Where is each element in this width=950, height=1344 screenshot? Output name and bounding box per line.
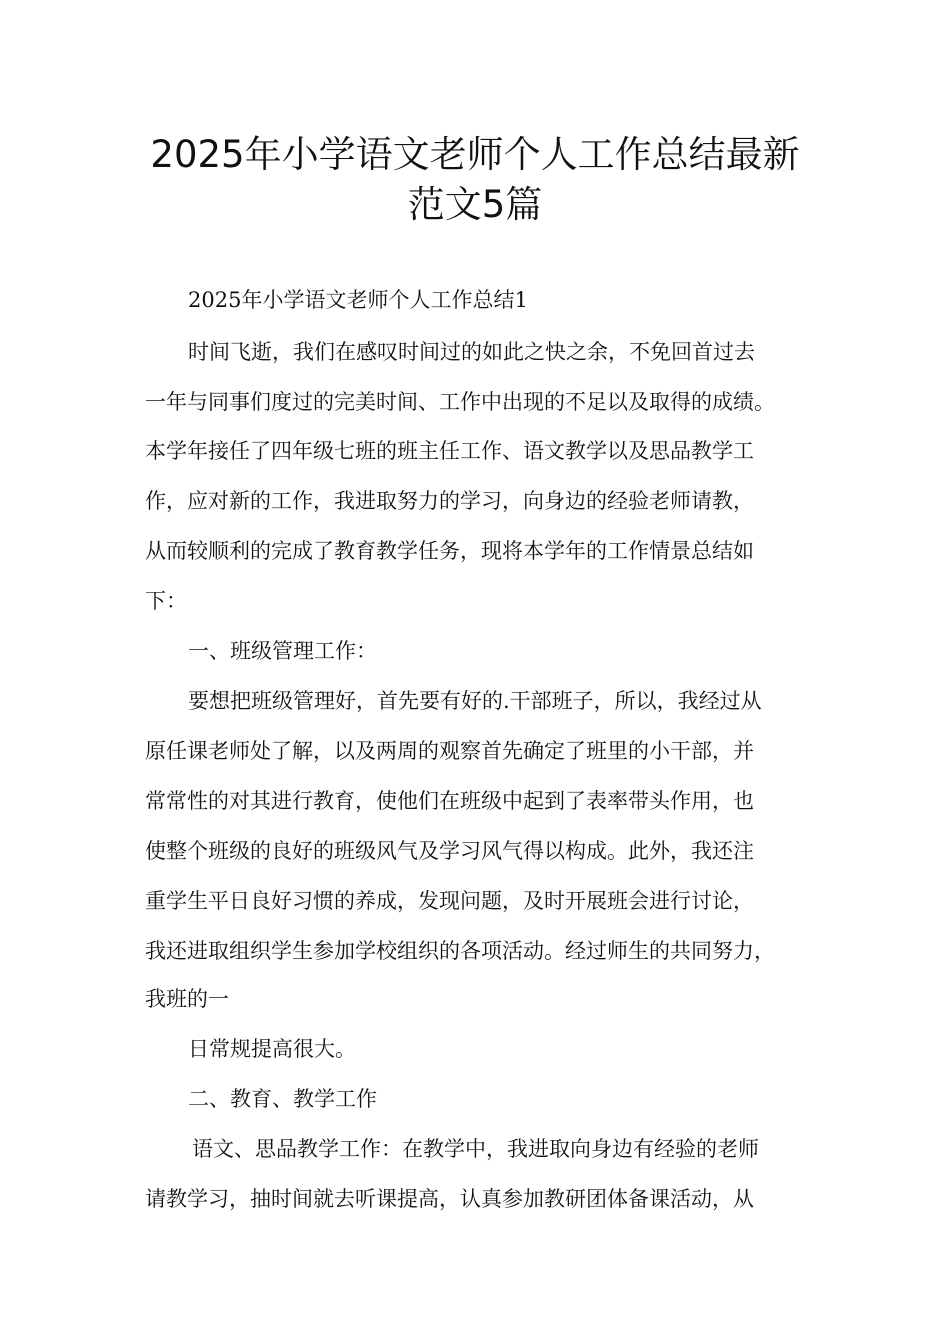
section-heading-teaching: 二、教育、教学工作: [188, 1087, 377, 1111]
paragraph-line: 使整个班级的良好的班级风气及学习风气得以构成。此外，我还注: [145, 839, 754, 863]
paragraph-line: 本学年接任了四年级七班的班主任工作、语文教学以及思品教学工: [145, 439, 754, 463]
document-title-line-1: 2025年小学语文老师个人工作总结最新: [150, 133, 800, 176]
paragraph-line: 下：: [145, 589, 187, 613]
section-heading-class-management: 一、班级管理工作：: [188, 639, 377, 663]
paragraph-line: 我还进取组织学生参加学校组织的各项活动。经过师生的共同努力，: [145, 939, 775, 963]
paragraph-line: 日常规提高很大。: [188, 1037, 356, 1061]
section-heading-summary-1: 2025年小学语文老师个人工作总结1: [188, 288, 528, 312]
paragraph-line: 要想把班级管理好，首先要有好的.干部班子，所以，我经过从: [188, 689, 762, 713]
paragraph-line: 原任课老师处了解，以及两周的观察首先确定了班里的小干部，并: [145, 739, 754, 763]
paragraph-line: 语文、思品教学工作：在教学中，我进取向身边有经验的老师: [192, 1137, 759, 1161]
paragraph-line: 一年与同事们度过的完美时间、工作中出现的不足以及取得的成绩。: [145, 390, 775, 414]
paragraph-line: 常常性的对其进行教育，使他们在班级中起到了表率带头作用，也: [145, 789, 754, 813]
paragraph-line: 从而较顺利的完成了教育教学任务，现将本学年的工作情景总结如: [145, 539, 754, 563]
paragraph-line: 请教学习，抽时间就去听课提高，认真参加教研团体备课活动，从: [145, 1187, 754, 1211]
paragraph-line: 重学生平日良好习惯的养成，发现问题，及时开展班会进行讨论，: [145, 889, 754, 913]
paragraph-line: 我班的一: [145, 987, 229, 1011]
paragraph-line: 时间飞逝，我们在感叹时间过的如此之快之余，不免回首过去: [188, 340, 755, 364]
document-title-line-2: 范文5篇: [407, 183, 543, 226]
paragraph-line: 作，应对新的工作，我进取努力的学习，向身边的经验老师请教，: [145, 489, 754, 513]
